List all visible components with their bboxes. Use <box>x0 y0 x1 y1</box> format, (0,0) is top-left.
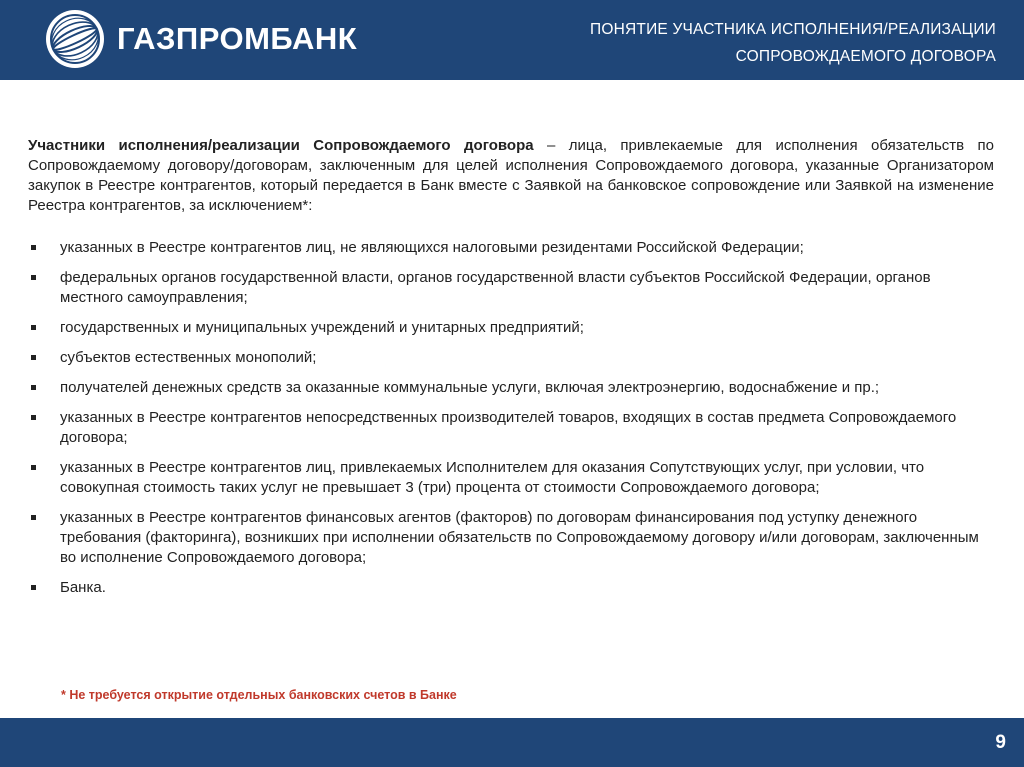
bullet-icon <box>31 325 36 330</box>
bullet-icon <box>31 245 36 250</box>
list-item-text: государственных и муниципальных учреждений и унитарных предприятий; <box>60 319 584 336</box>
list-item-text: федеральных органов государственной власти, органов государственной власти субъектов Российской Федерации, органов местного самоуправления; <box>60 269 931 306</box>
list-item-text: получателей денежных средств за оказанные коммунальные услуги, включая электроэнергию, водоснабжение и пр.; <box>60 379 880 396</box>
list-item <box>28 508 994 568</box>
slide-title-line-2: СОПРОВОЖДАЕМОГО ДОГОВОРА <box>735 48 996 65</box>
intro-paragraph <box>28 136 994 216</box>
slide-title-line-1: ПОНЯТИЕ УЧАСТНИКА ИСПОЛНЕНИЯ/РЕАЛИЗАЦИИ <box>590 21 996 38</box>
brand-name: ГАЗПРОМБАНК <box>117 21 358 56</box>
exceptions-list <box>28 238 994 598</box>
bullet-icon <box>31 415 36 420</box>
list-item <box>28 408 994 448</box>
list-item <box>28 378 994 398</box>
bullet-icon <box>31 515 36 520</box>
bullet-icon <box>31 585 36 590</box>
intro-definition: – лица, привлекаемые для исполнения обязательств по Сопровождаемому договору/договорам, заключенным для целей исполнения Сопровождаемого договора, указанные Организатором закупок в Реестре контрагентов, который передается в Банк вместе с Заявкой на банковское сопровождение или Заявкой на изменение Реестра контрагентов, за исключением*: <box>28 137 994 214</box>
bullet-icon <box>31 275 36 280</box>
footnote: * Не требуется открытие отдельных банковских счетов в Банке <box>61 688 457 702</box>
list-item <box>28 348 994 368</box>
slide-content <box>28 136 994 608</box>
list-item <box>28 578 994 598</box>
intro-term: Участники исполнения/реализации Сопровождаемого договора <box>28 137 534 154</box>
list-item-text: Банка. <box>60 579 106 596</box>
page-number: 9 <box>995 732 1006 753</box>
bullet-icon <box>31 355 36 360</box>
list-item-text: указанных в Реестре контрагентов лиц, привлекаемых Исполнителем для оказания Сопутствующих услуг, при условии, что совокупная стоимость таких услуг не превышает 3 (три) процента от стоимости Сопровождаемого договора; <box>60 459 925 496</box>
bullet-icon <box>31 385 36 390</box>
slide-title <box>476 16 996 70</box>
bullet-icon <box>31 465 36 470</box>
list-item-text: указанных в Реестре контрагентов лиц, не являющихся налоговыми резидентами Российской Федерации; <box>60 239 804 256</box>
list-item <box>28 458 994 498</box>
list-item <box>28 238 994 258</box>
gazprombank-globe-logo-icon <box>46 10 104 68</box>
list-item <box>28 268 994 308</box>
footer-bar <box>0 718 1024 767</box>
header-bar <box>0 0 1024 80</box>
list-item-text: указанных в Реестре контрагентов финансовых агентов (факторов) по договорам финансирования под уступку денежного требования (факторинга), возникших при исполнении обязательств по Сопровождаемому договору и/или договорам, заключенным во исполнение Сопровождаемого договора; <box>60 509 979 566</box>
list-item-text: указанных в Реестре контрагентов непосредственных производителей товаров, входящих в состав предмета Сопровождаемого договора; <box>60 409 957 446</box>
logo[interactable] <box>46 10 357 68</box>
list-item-text: субъектов естественных монополий; <box>60 349 317 366</box>
list-item <box>28 318 994 338</box>
